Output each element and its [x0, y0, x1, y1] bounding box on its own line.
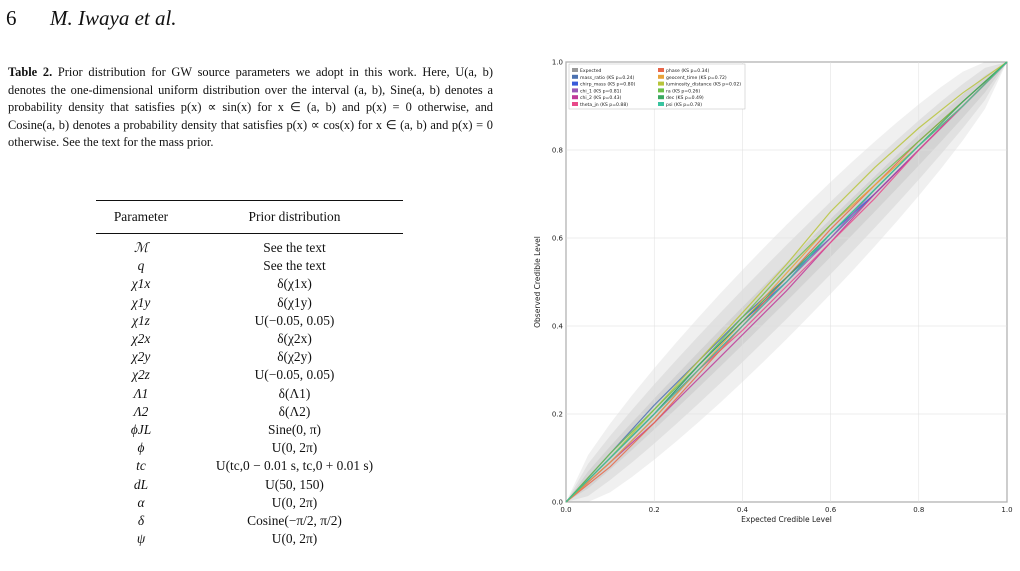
parameter-cell: Λ1	[133, 385, 149, 401]
pp-plot	[528, 45, 1013, 535]
parameter-cell: q	[137, 258, 145, 274]
prior-table	[96, 200, 403, 548]
prior-cell: δ(χ1x)	[277, 276, 312, 292]
legend-label: chi_1 (KS p=0.81)	[580, 89, 622, 95]
y-tick-label: 0.2	[551, 410, 563, 419]
x-tick-label: 1.0	[1001, 506, 1013, 514]
x-tick-label: 0.0	[560, 506, 572, 514]
prior-cell: See the text	[263, 258, 326, 274]
legend-swatch	[572, 68, 578, 72]
parameter-cell: χ2y	[131, 349, 151, 365]
parameter-cell: ϕJL	[130, 422, 152, 438]
legend-label: geocent_time (KS p=0.72)	[666, 75, 727, 81]
table-row	[96, 330, 403, 348]
x-axis-label: Expected Credible Level	[741, 515, 832, 524]
table-row	[96, 476, 403, 494]
legend-label: phase (KS p=0.34)	[666, 69, 710, 74]
table-row	[96, 403, 403, 421]
parameter-cell: δ	[137, 513, 145, 529]
x-tick-label: 0.6	[825, 506, 837, 514]
prior-cell: δ(χ2y)	[277, 349, 312, 365]
prior-cell: Sine(0, π)	[268, 422, 321, 438]
legend-label: Expected	[580, 69, 602, 74]
parameter-cell: Λ2	[133, 403, 149, 419]
table-row	[96, 512, 403, 530]
page-header	[6, 5, 177, 31]
legend-label: chirp_mass (KS p=0.80)	[580, 82, 636, 88]
table-row	[96, 257, 403, 275]
table-row	[96, 234, 403, 258]
y-tick-label: 1.0	[551, 58, 563, 67]
table-row	[96, 348, 403, 366]
legend-swatch	[658, 95, 664, 99]
prior-cell: δ(Λ1)	[278, 385, 311, 401]
table-row	[96, 494, 403, 512]
table-row	[96, 312, 403, 330]
legend-swatch	[572, 102, 578, 106]
parameter-cell: χ2x	[131, 331, 151, 347]
legend-swatch	[572, 75, 578, 79]
parameter-cell: χ1x	[131, 276, 151, 292]
y-tick-label: 0.8	[551, 146, 563, 155]
caption-label: Table 2.	[8, 65, 53, 79]
prior-cell: U(50, 150)	[265, 476, 324, 492]
legend-swatch	[658, 68, 664, 72]
legend-label: ra (KS p=0.26)	[666, 89, 701, 95]
table-row	[96, 385, 403, 403]
header-parameter: Parameter	[96, 201, 186, 234]
prior-cell: U(−0.05, 0.05)	[254, 367, 335, 383]
y-tick-label: 0.6	[551, 234, 563, 243]
x-tick-label: 0.2	[648, 506, 660, 514]
prior-cell: U(tc,0 − 0.01 s, tc,0 + 0.01 s)	[215, 458, 374, 474]
parameter-cell: ℳ	[133, 240, 149, 255]
legend-swatch	[572, 88, 578, 92]
legend-label: dec (KS p=0.49)	[666, 96, 704, 102]
parameter-cell: χ1z	[132, 312, 150, 328]
legend-swatch	[658, 82, 664, 86]
parameter-cell: α	[137, 494, 145, 510]
parameter-cell: tc	[136, 458, 146, 474]
table-row	[96, 457, 403, 475]
legend-swatch	[658, 75, 664, 79]
legend-swatch	[658, 102, 664, 106]
y-tick-label: 0.4	[551, 322, 563, 331]
legend-swatch	[572, 95, 578, 99]
table-row	[96, 421, 403, 439]
caption-text: Prior distribution for GW source parameters we adopt in this work. Here, U(a, b) denotes the one-dimensional uniform distribution over the interval (a, b), Sine(a, b) denotes a probability density that satisfies p(x) ∝ sin(x) for x ∈ (a, b) and p(x) = 0 otherwise, and Cosine(a, b) denotes a probability density that satisfies p(x) ∝ cos(x) for x ∈ (a, b) and p(x) = 0 otherwise. See the text for the mass prior.	[8, 65, 494, 149]
header-prior: Prior distribution	[186, 201, 403, 234]
prior-cell: U(0, 2π)	[271, 440, 318, 456]
legend-swatch	[572, 82, 578, 86]
table-header-row	[96, 201, 403, 234]
parameter-cell: χ1y	[131, 294, 151, 310]
legend-label: theta_jn (KS p=0.88)	[580, 103, 629, 108]
page-number: 6	[6, 6, 17, 30]
y-tick-label: 0.0	[551, 498, 563, 507]
pp-plot-figure	[528, 45, 1013, 539]
legend-label: psi (KS p=0.78)	[666, 103, 703, 108]
table-row	[96, 294, 403, 312]
x-tick-label: 0.4	[736, 506, 748, 514]
prior-cell: See the text	[263, 240, 326, 255]
parameter-cell: dL	[133, 476, 149, 492]
table-caption	[8, 64, 493, 152]
prior-cell: U(0, 2π)	[271, 531, 318, 547]
y-axis-label: Observed Credible Level	[533, 236, 542, 328]
prior-cell: U(0, 2π)	[271, 494, 318, 510]
running-authors: M. Iwaya et al.	[50, 6, 177, 30]
legend-label: mass_ratio (KS p=0.24)	[580, 75, 635, 81]
table-row	[96, 366, 403, 384]
prior-cell: δ(Λ2)	[278, 403, 311, 419]
prior-cell: U(−0.05, 0.05)	[254, 312, 335, 328]
prior-cell: δ(χ2x)	[277, 331, 312, 347]
x-tick-label: 0.8	[913, 506, 925, 514]
prior-cell: Cosine(−π/2, π/2)	[247, 513, 342, 529]
table-row	[96, 530, 403, 548]
table-row	[96, 275, 403, 293]
legend-swatch	[658, 88, 664, 92]
legend-label: luminosity_distance (KS p=0.02)	[666, 82, 742, 88]
parameter-cell: ϕ	[137, 440, 145, 456]
table-row	[96, 439, 403, 457]
legend-label: chi_2 (KS p=0.43)	[580, 96, 622, 102]
parameter-cell: ψ	[136, 531, 146, 547]
parameter-cell: χ2z	[132, 367, 150, 383]
prior-cell: δ(χ1y)	[277, 294, 312, 310]
